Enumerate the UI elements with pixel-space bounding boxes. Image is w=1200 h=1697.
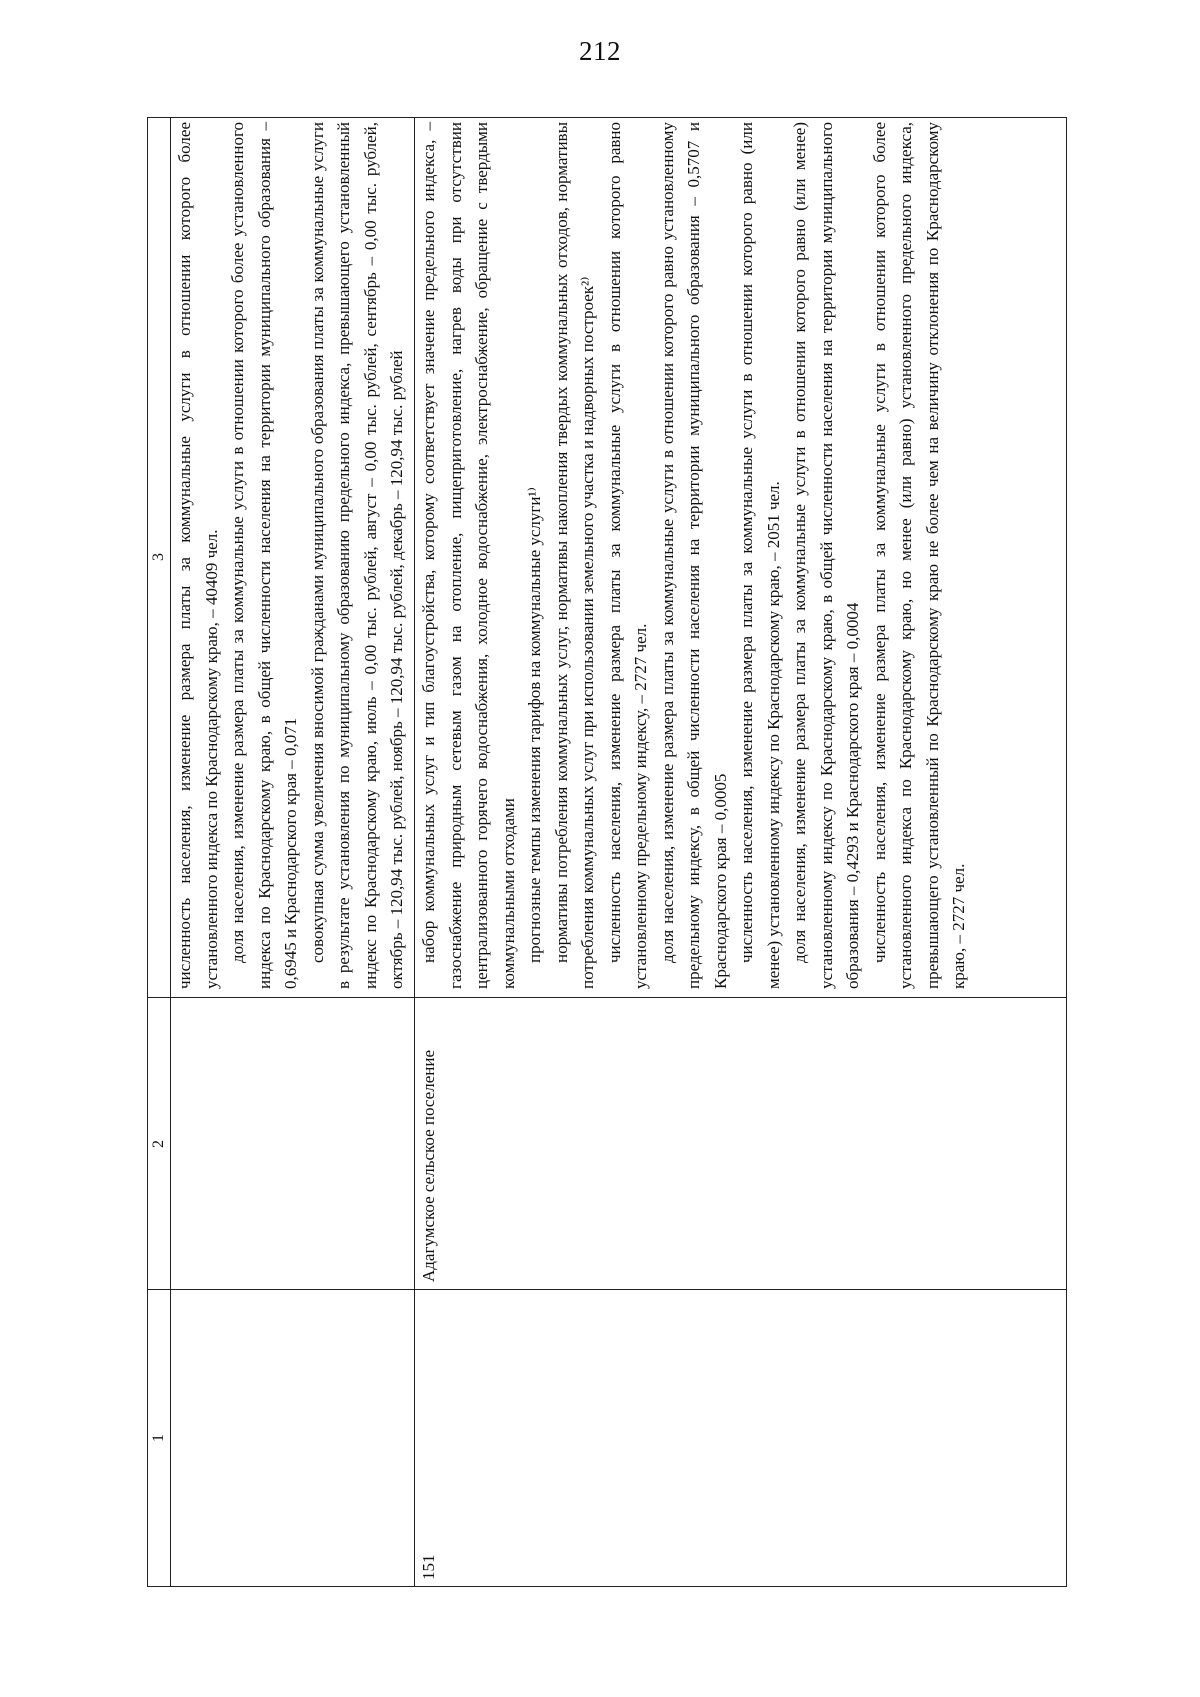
row-2-number: 151 xyxy=(419,1554,438,1580)
row-2-paragraph: прогнозные темпы изменения тарифов на коммунальные услуги¹⁾ xyxy=(525,487,544,963)
row-1-paragraph: численность населения, изменение размера платы за коммунальные услуги в отношении которого более установленного индекса по Краснодарскому краю, – 40409 чел. xyxy=(175,122,221,989)
row-2-paragraph: численность населения, изменение размера платы за коммунальные услуги в отношении которого равно установленному предельному индексу, – 2727 чел. xyxy=(604,122,650,989)
row-2-paragraph: численность населения, изменение размера платы за коммунальные услуги в отношении которого более установленного индекса по Краснодарскому краю, но менее (или равно) установленного предельного индекса, превышающего установленный по Краснодарскому краю не более чем на величину отклонения по Краснодарскому краю, – 2727 чел. xyxy=(869,122,968,989)
row-1-paragraph: доля населения, изменение размера платы за коммунальные услуги в отношении которого более установленного индекса по Краснодарскому краю, в общей численности населения на территории муниципального образования – 0,6945 и Краснодарского края – 0,071 xyxy=(228,122,300,989)
row-2-paragraph: доля населения, изменение размера платы за коммунальные услуги в отношении которого равно установленному предельному индексу, в общей численности населения на территории муниципального образования – 0,5707 и Краснодарского края – 0,0005 xyxy=(657,122,730,989)
data-table xyxy=(147,117,1067,1587)
row-divider xyxy=(414,118,415,1586)
header-col-2: 2 xyxy=(150,1140,167,1148)
row-1-paragraph: совокупная сумма увеличения вносимой гражданами муниципального образования платы за коммунальные услуги в результате установления по муниципальному образованию предельного индекса, превышающего установленный индекс по Краснодарскому краю, июль – 0,00 тыс. рублей, август – 0,00 тыс. рублей, сентябрь – 0,00 тыс. рублей, октябрь – 120,94 тыс. рублей, ноябрь – 120,94 тыс. рублей, декабрь – 120,94 тыс. рублей xyxy=(307,122,406,989)
rotated-table-wrapper xyxy=(147,117,1067,1587)
row-1-name xyxy=(172,998,414,1290)
row-2-paragraph: численность населения, изменение размера платы за коммунальные услуги в отношении которого равно (или менее) установленному индексу по Краснодарскому краю, – 2051 чел. xyxy=(737,122,783,989)
header-col-3: 3 xyxy=(150,553,167,561)
row-2-paragraph: доля населения, изменение размера платы за коммунальные услуги в отношении которого равно (или менее) установленному индексу по Краснодарскому краю, в общей численности населения на территории муниципального образования – 0,4293 и Краснодарского края – 0,0004 xyxy=(790,122,862,989)
page-number: 212 xyxy=(579,36,621,66)
row-2-paragraph: нормативы потребления коммунальных услуг, нормативы накопления твердых коммунальных отходов, нормативы потребления коммунальных услуг при использовании земельного участка и надворных построек²⁾ xyxy=(551,122,597,989)
row-2-paragraph: набор коммунальных услуг и тип благоустройства, которому соответствует значение предельного индекса, – газоснабжение природным сетевым газом на отопление, пищеприготовление, нагрев воды при отсутствии централизованного горячего водоснабжения, холодное водоснабжение, электроснабжение, обращение с твердыми коммунальными отходами xyxy=(419,122,518,989)
table-header-row xyxy=(148,117,171,1586)
row-1-text xyxy=(172,117,414,997)
row-2-name: Адагумское сельское поселение xyxy=(419,1050,438,1282)
row-1-number xyxy=(172,1290,414,1586)
row-2-text xyxy=(416,117,1066,997)
header-col-1: 1 xyxy=(150,1434,167,1442)
